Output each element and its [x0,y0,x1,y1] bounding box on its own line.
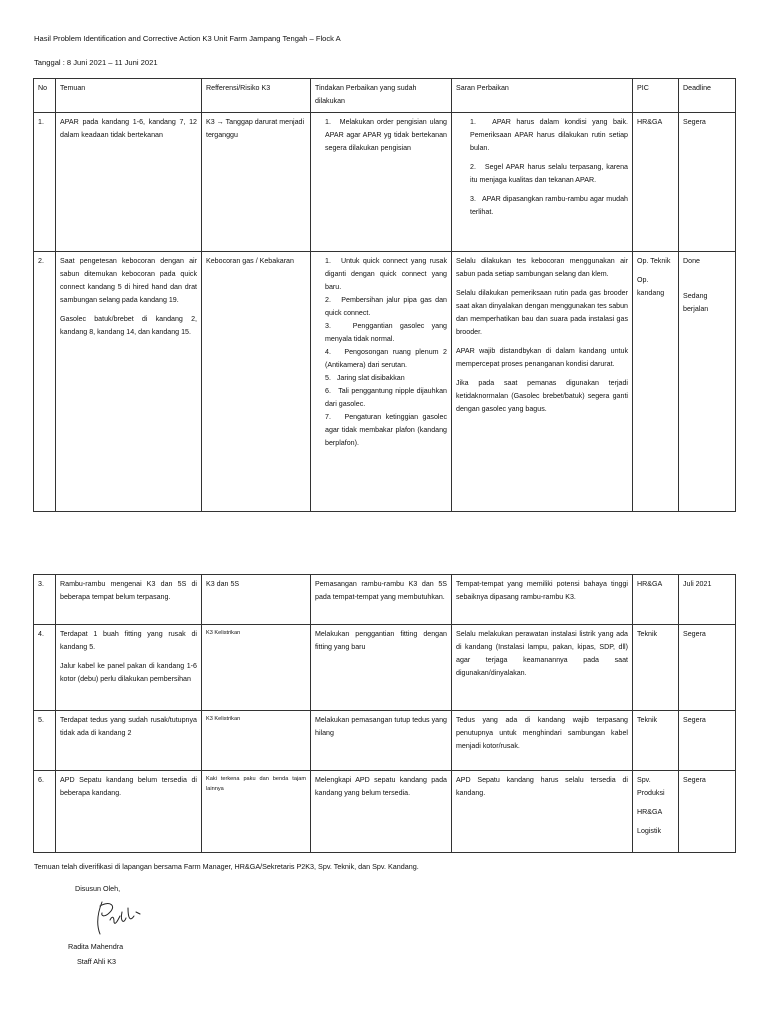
deadline-cell: Segera [679,771,736,853]
header-no: No [34,79,56,113]
saran-cell: Selalu melakukan perawatan instalasi listrik yang ada di kandang (Instalasi lampu, pakan, kipas, SDP, dll) agar terjaga keamanannya pada saat digunakan/dinyalakan. [452,625,633,711]
temuan-cell: APAR pada kandang 1-6, kandang 7, 12 dalam keadaan tidak bertekanan [56,113,202,252]
pic-cell: HR&GA [633,575,679,625]
row-number: 3. [34,575,56,625]
prepared-by-label: Disusun Oleh, [75,884,121,893]
referensi-cell: K3 dan 5S [202,575,311,625]
table-row [34,252,736,512]
row-number: 2. [34,252,56,512]
referensi-cell: K3 → Tanggap darurat menjadi terganggu [202,113,311,252]
temuan-cell: Terdapat tedus yang sudah rusak/tutupnya tidak ada di kandang 2 [56,711,202,771]
header-deadline: Deadline [679,79,736,113]
temuan-cell: Rambu-rambu mengenai K3 dan 5S di beberapa tempat belum terpasang. [56,575,202,625]
saran-cell: APD Sepatu kandang harus selalu tersedia di kandang. [452,771,633,853]
saran-cell: Selalu dilakukan tes kebocoran menggunakan air sabun pada setiap sambungan selang dan klem. Selalu dilakukan pemeriksaan rutin pada gas brooder saat akan dinyalakan dengan menggunakan tes sabun dan memperhatikan bau dan suara pada instalasi gas brooder. APAR wajib distandbykan di dalam kandang untuk mempercepat proses penanganan kondisi darurat. Jika pada saat pemanas digunakan terjadi ketidaknormalan (Gasolec brebet/batuk) segera ganti dengan gasolec yang bagus. [452,252,633,512]
pic-cell: Teknik [633,625,679,711]
temuan-cell: APD Sepatu kandang belum tersedia di beberapa kandang. [56,771,202,853]
temuan-cell: Terdapat 1 buah fitting yang rusak di kandang 5. Jalur kabel ke panel pakan di kandang 1-6 kotor (debu) perlu dilakukan pembersihan [56,625,202,711]
tindakan-cell: Melakukan penggantian fitting dengan fitting yang baru [311,625,452,711]
table-row [34,575,736,625]
signature-image [88,898,148,938]
referensi-cell: K3 Kelistrikan [202,625,311,711]
pic-cell: HR&GA [633,113,679,252]
header-referensi: Refferensi/Risiko K3 [202,79,311,113]
temuan-cell: Saat pengetesan kebocoran dengan air sabun ditemukan kebocoran pada quick connect kandang 5 di hired hand dan drat sambungan selang pada kandang 19. Gasolec batuk/brebet di kandang 2, kandang 8, kandang 14, dan kandang 15. [56,252,202,512]
signer-name: Radita Mahendra [68,942,124,951]
pic-cell: Teknik [633,711,679,771]
tindakan-cell: Melengkapi APD sepatu kandang pada kandang yang belum tersedia. [311,771,452,853]
header-pic: PIC [633,79,679,113]
deadline-cell: Segera [679,625,736,711]
deadline-cell: Segera [679,113,736,252]
row-number: 5. [34,711,56,771]
findings-table-part-1 [33,78,736,512]
header-temuan: Temuan [56,79,202,113]
saran-cell: 1. APAR harus dalam kondisi yang baik. Pemeriksaan APAR harus dilakukan rutin setiap bulan. 2. Segel APAR harus selalu terpasang, karena itu menjaga kualitas dan tekanan APAR. 3. APAR dipasangkan rambu-rambu agar mudah terlihat. [452,113,633,252]
table-row [34,113,736,252]
table-row [34,711,736,771]
row-number: 6. [34,771,56,853]
tindakan-cell: 1. Untuk quick connect yang rusak diganti dengan quick connect yang baru. 2. Pembersihan jalur pipa gas dan quick connect. 3. Penggantian gasolec yang menyala tidak normal. 4. Pengosongan ruang plenum 2 (Antikamera) dari serutan. 5. Jaring slat disibakkan 6. Tali penggantung nipple dijauhkan dari gasolec. 7. Pengaturan ketinggian gasolec agar tidak membakar plafon (kandang berplafon). [311,252,452,512]
pic-cell: Spv. Produksi HR&GA Logistik [633,771,679,853]
saran-cell: Tempat-tempat yang memiliki potensi bahaya tinggi sebaiknya dipasang rambu-rambu K3. [452,575,633,625]
referensi-cell: K3 Kelistrikan [202,711,311,771]
table-row [34,625,736,711]
referensi-cell: Kaki terkena paku dan benda tajam lainnya [202,771,311,853]
signer-title: Staff Ahli K3 [77,957,117,966]
table-header-row [34,79,736,113]
row-number: 1. [34,113,56,252]
header-saran: Saran Perbaikan [452,79,633,113]
verification-note: Temuan telah diverifikasi di lapangan bersama Farm Manager, HR&GA/Sekretaris P2K3, Spv. Teknik, dan Spv. Kandang. [34,862,419,871]
table-row [34,771,736,853]
row-number: 4. [34,625,56,711]
page-title: Hasil Problem Identification and Corrective Action K3 Unit Farm Jampang Tengah – Flock A [34,34,341,43]
tindakan-cell: 1. Melakukan order pengisian ulang APAR agar APAR yg tidak bertekanan segera dilakukan pengisian [311,113,452,252]
saran-cell: Tedus yang ada di kandang wajib terpasang penutupnya untuk menghindari sambungan kabel menjadi kotor/rusak. [452,711,633,771]
deadline-cell: Segera [679,711,736,771]
findings-table-part-2 [33,574,736,853]
pic-cell: Op. Teknik Op. kandang [633,252,679,512]
date-line: Tanggal : 8 Juni 2021 – 11 Juni 2021 [34,58,158,67]
deadline-cell: Done Sedang berjalan [679,252,736,512]
deadline-cell: Juli 2021 [679,575,736,625]
referensi-cell: Kebocoran gas / Kebakaran [202,252,311,512]
tindakan-cell: Pemasangan rambu-rambu K3 dan 5S pada tempat-tempat yang membutuhkan. [311,575,452,625]
header-tindakan: Tindakan Perbaikan yang sudah dilakukan [311,79,452,113]
tindakan-cell: Melakukan pemasangan tutup tedus yang hilang [311,711,452,771]
